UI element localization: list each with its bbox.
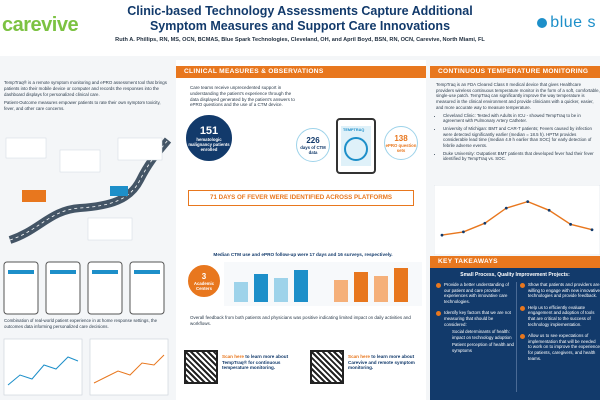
temperature-dial-icon: [344, 137, 368, 161]
takeaway-item: Help us to efficiently evaluate engagement and adoption of tools that are critical to the success of technology implementation.: [518, 305, 600, 327]
usage-chart-graphic: [224, 262, 422, 306]
ctm-bullet: • University of Michigan: BMT and CAR-T patients; Fevers caused by infection were detected significantly earlier (median = 18.5 h). HPTM provides considerable lead time (median 4.9 h earlier than SOC) for early detection of febrile adverse events.: [443, 126, 600, 149]
dashboard-screens-graphic: [0, 335, 172, 399]
outcomes-note: Combination of real-world patient experience in at home response settings, the outcomes data informing personalized care decisions.: [4, 318, 158, 329]
temperature-point: [441, 234, 444, 237]
temperature-chart: [434, 185, 600, 255]
carevive-qr-text: [348, 354, 418, 371]
temperature-point: [505, 207, 508, 210]
qr-code-icon[interactable]: [310, 350, 344, 384]
fever-days-banner: 71 DAYS OF FEVER WERE IDENTIFIED ACROSS PLATFORMS: [188, 190, 414, 206]
key-takeaways-heading: KEY TAKEAWAYS: [430, 256, 600, 268]
key-takeaways-subheading: Small Process, Quality Improvement Projects:: [460, 272, 570, 278]
bluespark-logo-text: blue s: [550, 14, 596, 31]
patient-journey-road-graphic: [0, 130, 172, 258]
intro-paragraph-1: TempTraq® is a remote symptom monitoring and ePRO assessment tool that brings patients into their mobile device or computer and records the responses into the dashboard displays for personalized clinical care.: [4, 80, 167, 97]
app-screens-graphic: [0, 260, 172, 316]
patients-count: 151: [199, 124, 219, 137]
poster-title: Clinic-based Technology Assessments Capture Additional Symptom Measures and Support Care Innovations: [127, 4, 473, 33]
ctm-days-count: 226: [306, 135, 320, 145]
ctm-bullet: • Duke University: Outpatient BMT patients that developed fever had their fever identified by TempTraq vs. SOC.: [443, 151, 600, 162]
takeaways-right-column: [518, 282, 600, 367]
phone-screen: [341, 126, 371, 166]
intro-text: [4, 80, 169, 115]
intro-paragraph-2: Patient-Outcome measures empower patients to rate their own symptom toxicity, fever, and other care concerns.: [4, 100, 161, 112]
carevive-logo: carevive: [2, 14, 79, 36]
temptraq-qr-text: [222, 354, 292, 371]
clinical-measures-heading: CLINICAL MEASURES & OBSERVATIONS: [176, 66, 426, 78]
chart-frame: [434, 185, 600, 255]
median-use-text: Median CTM use and ePRO follow-up were 17 days and 16 surveys, respectively.: [213, 252, 393, 257]
ctm-heading: CONTINUOUS TEMPERATURE MONITORING: [430, 66, 600, 78]
ctm-description: TempTraq is an FDA Cleared Class II medical device that gives Healthcare providers wireless continuous temperature monitor in the form of a soft, comfortable, single-use patch. TempTraq can significantly improve the way temperature is measured in the clinical environment and provide clinicians with a quicker, easier, and more accurate way to measure temperature.: [436, 82, 600, 110]
qr1-description: to learn more about TempTraq® for continuous temperature monitoring.: [222, 354, 289, 371]
carevive-qr-card: [308, 346, 420, 390]
centers-label: Academic Centers: [193, 280, 215, 291]
ctm-bullet: • Cleveland Clinic: Tested with Adults in ICU - showed TempTraq to be in agreement with Pulmonary Artery Catheter.: [443, 113, 600, 124]
temperature-point: [548, 209, 551, 212]
bluespark-logo: [537, 14, 596, 32]
qr2-scan-label: Scan here: [348, 354, 370, 359]
temperature-point: [569, 223, 572, 226]
ctm-bullets: [436, 113, 600, 163]
feedback-text: Overall feedback from both patients and physicians was positive indicating limited impact on daily activities and workflows.: [190, 315, 411, 326]
temperature-point: [591, 228, 594, 231]
temptraq-qr-card: [182, 346, 294, 390]
temperature-point: [526, 200, 529, 203]
epro-count: 138: [394, 133, 408, 143]
takeaway-subitem: Social determinants of health: impact on technology adoption: [452, 329, 512, 340]
temperature-point: [483, 222, 486, 225]
takeaway-item: [434, 310, 516, 353]
key-takeaways-section: [430, 256, 600, 400]
poster-header: [0, 0, 600, 56]
epro-label: ePRO question sets: [385, 142, 417, 153]
takeaways-left-column: [434, 282, 516, 360]
intro-column: [0, 60, 172, 400]
takeaway-item: Provide a better understanding of our patient and care provider experiences with innovative care technologies.: [434, 282, 516, 304]
ctm-text: [436, 82, 600, 164]
epro-sets-stat: [384, 126, 418, 160]
takeaway-item: Show that patients and providers are willing to engage with new innovative technologies and provide feedback.: [518, 282, 600, 299]
ctm-days-stat: [296, 128, 330, 162]
takeaway-item-text: Identify key factors that we are not measuring that should be considered:: [444, 310, 511, 327]
qr2-description: to learn more about Carevive and remote symptom monitoring.: [348, 354, 415, 371]
patients-enrolled-stat: [186, 115, 232, 161]
phone-app-label: TEMPTRAQ: [343, 128, 365, 132]
centers-count: 3: [201, 271, 207, 281]
clinical-intro-text: Care teams receive unprecedented support in understanding the patient's experience through the data displayed generated by the patient's answers to ePRO questions and the use of a CTM device.: [190, 85, 295, 108]
ctm-days-label: days of CTM data: [300, 144, 326, 155]
clinical-measures-section: [176, 60, 426, 400]
academic-centers-stat: [188, 265, 220, 297]
poster-authors: Ruth A. Phillips, RN, MS, OCN, BCMAS, Blue Spark Technologies, Cleveland, OH, and April Boyd, BSN, RN, OCN, Carevive, North Miami, FL: [115, 37, 485, 43]
takeaways-divider: [516, 282, 517, 392]
qr-code-icon[interactable]: [184, 350, 218, 384]
temperature-point: [462, 230, 465, 233]
bluespark-logo-icon: [537, 18, 547, 28]
patients-label: hematologic malignancy patients enrolled: [188, 136, 230, 152]
qr1-scan-label: Scan here: [222, 354, 244, 359]
takeaway-subitem: Patient perception of health and symptoms: [452, 342, 515, 353]
takeaway-item: Allow us to see expectations of implementation that will be needed to work on to improve the experience for patients, caregivers, and health teams.: [518, 333, 600, 361]
temptraq-phone-graphic: [336, 118, 376, 174]
